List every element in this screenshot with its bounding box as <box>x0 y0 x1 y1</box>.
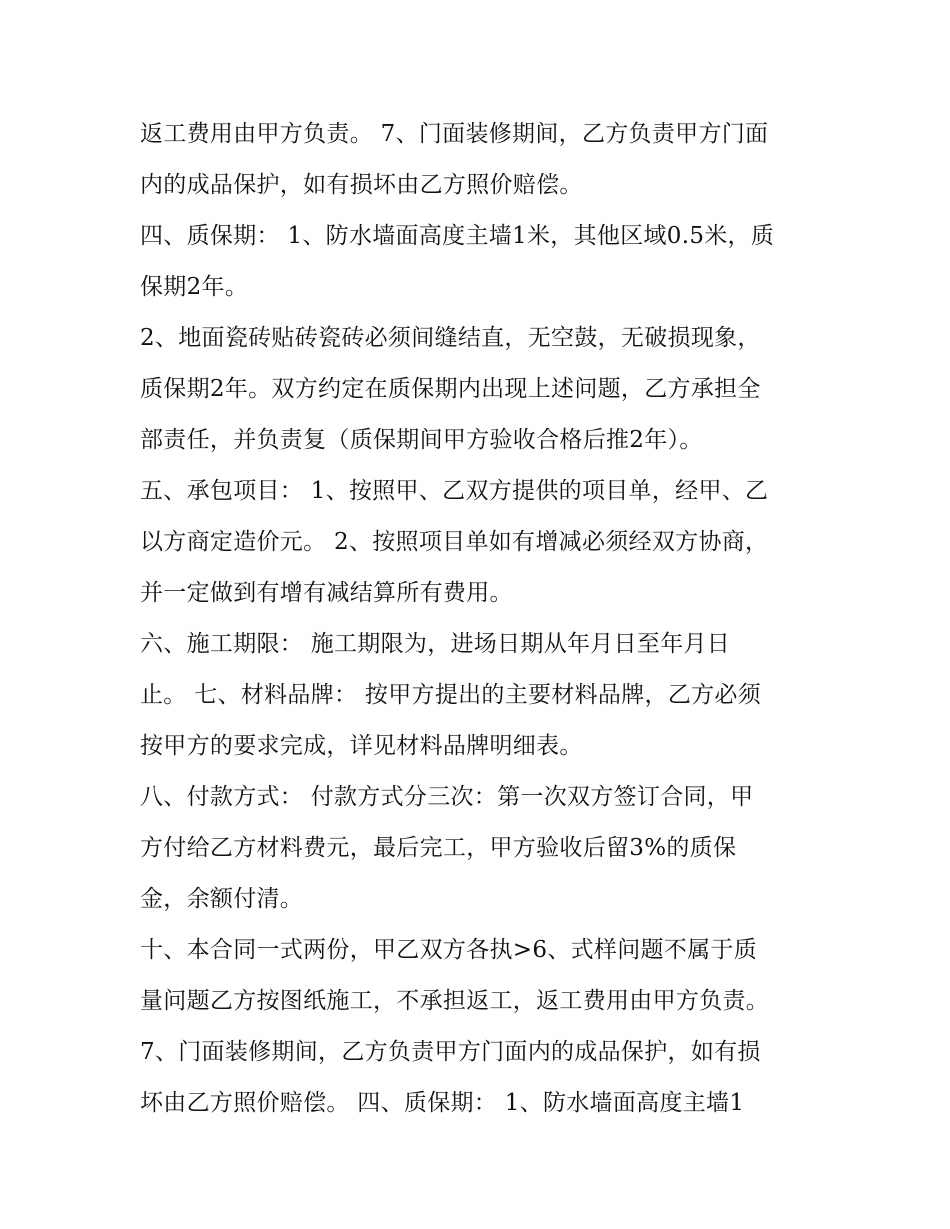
text-line: 以方商定造价元。 2、按照项目单如有增减必须经双方协商， <box>140 529 769 555</box>
text-line: 部责任，并负责复（质保期间甲方验收合格后推2年）。 <box>140 427 703 453</box>
text-line: 方付给乙方材料费元，最后完工，甲方验收后留3%的质保 <box>140 835 737 861</box>
document-body <box>140 109 820 1129</box>
text-line: 四、质保期： 1、防水墙面高度主墙1米，其他区域0.5米，质 <box>140 223 775 249</box>
text-line: 五、承包项目： 1、按照甲、乙双方提供的项目单，经甲、乙 <box>140 478 769 504</box>
text-line: 金，余额付清。 <box>140 886 304 912</box>
text-line: 八、付款方式： 付款方式分三次：第一次双方签订合同，甲 <box>140 784 754 810</box>
text-line: 并一定做到有增有减结算所有费用。 <box>140 580 513 606</box>
text-line: 量问题乙方按图纸施工，不承担返工，返工费用由甲方负责。 <box>140 988 770 1014</box>
text-line: 坏由乙方照价赔偿。 四、质保期： 1、防水墙面高度主墙1 <box>140 1090 745 1116</box>
text-line: 2、地面瓷砖贴砖瓷砖必须间缝结直，无空鼓，无破损现象， <box>140 325 761 351</box>
text-line: 止。 七、材料品牌： 按甲方提出的主要材料品牌，乙方必须 <box>140 682 762 708</box>
text-line: 7、门面装修期间，乙方负责甲方门面内的成品保护，如有损 <box>140 1039 761 1065</box>
text-line: 按甲方的要求完成，详见材料品牌明细表。 <box>140 733 583 759</box>
text-line: 六、施工期限： 施工期限为，进场日期从年月日至年月日 <box>140 631 731 657</box>
text-line: 保期2年。 <box>140 274 249 300</box>
text-line: 质保期2年。双方约定在质保期内出现上述问题，乙方承担全 <box>140 376 761 402</box>
text-line: 内的成品保护，如有损坏由乙方照价赔偿。 <box>140 172 583 198</box>
text-line: 十、本合同一式两份，甲乙双方各执>6、式样问题不属于质 <box>140 937 758 963</box>
text-line: 返工费用由甲方负责。 7、门面装修期间，乙方负责甲方门面 <box>140 121 769 147</box>
